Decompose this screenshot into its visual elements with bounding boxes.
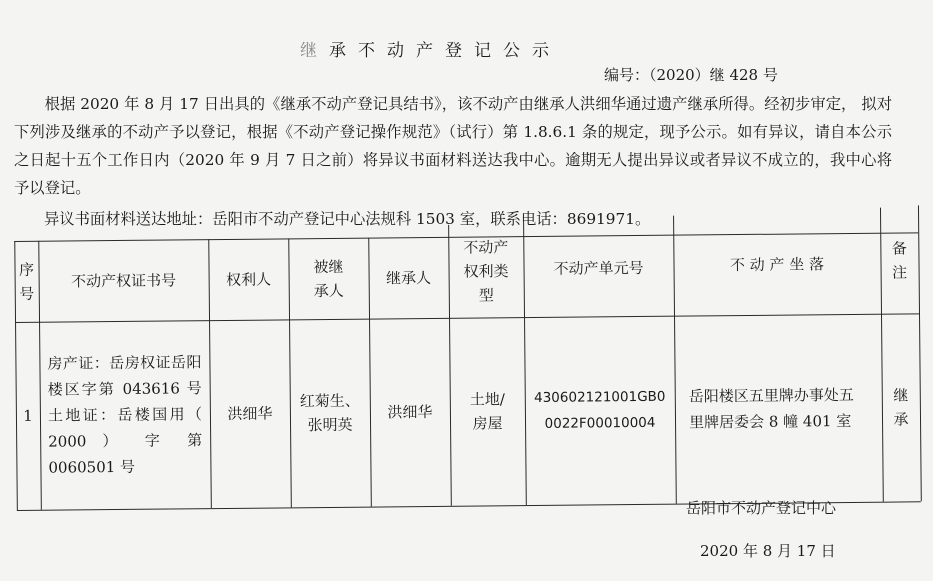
header-seq: 序号 xyxy=(18,260,35,303)
header-owner: 权利人 xyxy=(226,270,272,289)
cell-right-type: 土地/房屋 xyxy=(469,390,505,433)
issue-date: 2020 年 8 月 17 日 xyxy=(700,542,836,560)
objection-address: 异议书面材料送达地址：岳阳市不动产登记中心法规科 1503 室，联系电话：8691971。 xyxy=(44,210,651,228)
header-heir: 继承人 xyxy=(386,268,432,287)
cell-remark: 继承 xyxy=(893,386,909,429)
document-number: 编号：（2020）继 428 号 xyxy=(604,66,778,84)
cell-seq: 1 xyxy=(23,406,33,425)
cell-cert-no: 房产证：岳房权证岳阳楼区字第 043616 号土地证：岳楼国用（ 2000 ） 字 第 0060501 号 xyxy=(47,353,203,477)
header-decedent: 被继承人 xyxy=(313,257,344,300)
cell-decedent: 红菊生、张明英 xyxy=(299,391,360,435)
header-right-type: 不动产权利类型 xyxy=(463,237,509,305)
notice-title xyxy=(300,36,620,61)
notice-body xyxy=(14,90,892,228)
cell-location: 岳阳楼区五里牌办事处五里牌居委会 8 幢 401 室 xyxy=(688,385,854,432)
property-table xyxy=(14,205,921,510)
cell-heir: 洪细华 xyxy=(387,402,433,422)
header-location: 不 动 产 坐 落 xyxy=(729,255,825,275)
notice-paragraph: 根据 2020 年 8 月 17 日出具的《继承不动产登记具结书》，该不动产由继承人洪细华通过遗产继承所得。经初步审定， 拟对下列涉及继承的不动产予以登记，根据《不动产登记操作规范》（试行）第 1.8.6.1 条的规定，现予公示。如有异议，请自本公示之日起十五个工作日内（2020 年 9 月 7 日之前）将异议书面材料送达我中心。逾期无人提出异议或者异议不成立的，我中心将予以登记。 xyxy=(14,95,892,197)
issuer-name: 岳阳市不动产登记中心 xyxy=(686,499,837,517)
cell-owner: 洪细华 xyxy=(227,404,273,423)
title-first-char: 继 xyxy=(300,41,329,61)
cell-unit-no: 430602121001GB00022F00010004 xyxy=(534,388,666,432)
header-unit-no: 不动产单元号 xyxy=(553,258,644,278)
title-rest: 承不动产登记公示 xyxy=(329,41,561,61)
header-cert-no: 不动产权证书号 xyxy=(71,270,177,290)
header-remark: 备注 xyxy=(891,239,908,282)
